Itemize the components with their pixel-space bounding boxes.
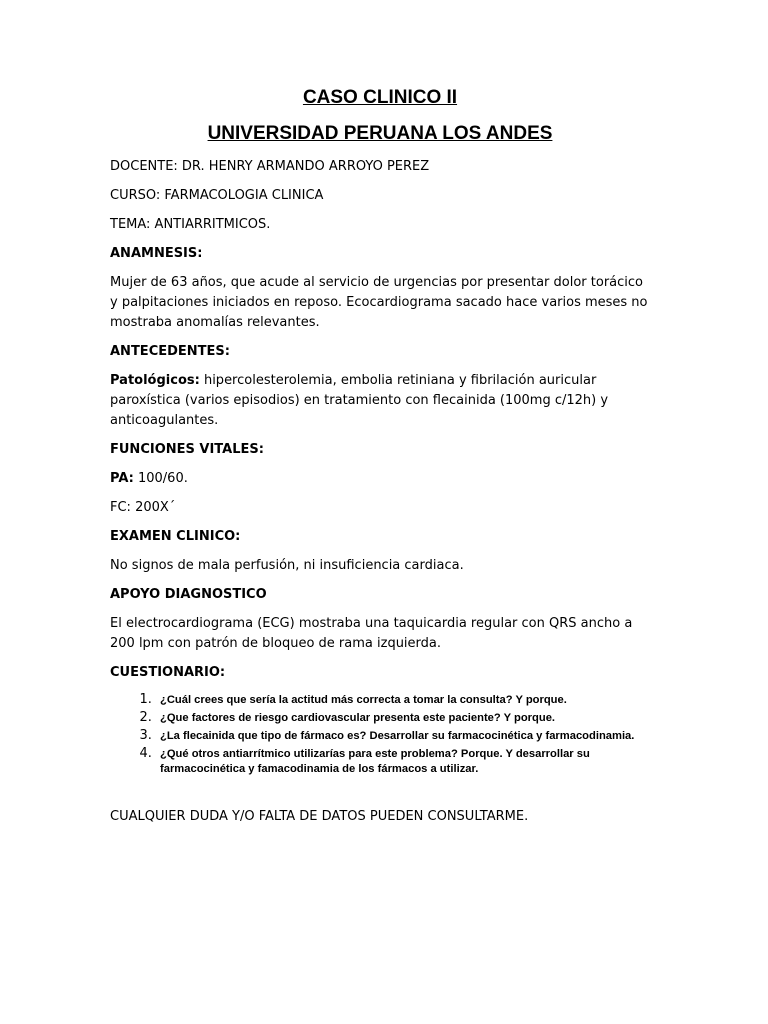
question-item: 4. ¿Qué otros antiarrítmico utilizarías para este problema? Porque. Y desarrollar su farmacocinética y famacodinamia de los fármacos a utilizar. — [156, 746, 650, 777]
question-item: 3. ¿La flecainida que tipo de fármaco es? Desarrollar su farmacocinética y farmacodinamia. — [156, 728, 650, 744]
document-title: CASO CLINICO II — [302, 87, 458, 108]
apoyo-text: El electrocardiograma (ECG) mostraba una taquicardia regular con QRS ancho a 200 lpm con patrón de bloqueo de rama izquierda. — [110, 616, 633, 651]
cuestionario-heading: CUESTIONARIO: — [110, 665, 226, 680]
footer-note: CUALQUIER DUDA Y/O FALTA DE DATOS PUEDEN CONSULTARME. — [110, 809, 529, 824]
question-item: 2. ¿Que factores de riesgo cardiovascular presenta este paciente? Y porque. — [156, 710, 650, 726]
curso-line: CURSO: FARMACOLOGIA CLINICA — [110, 188, 324, 203]
fc-line: FC: 200X´ — [110, 500, 176, 515]
question-item: 1. ¿Cuál crees que sería la actitud más correcta a tomar la consulta? Y porque. — [156, 692, 650, 708]
university-name: UNIVERSIDAD PERUANA LOS ANDES — [207, 123, 553, 144]
pa-label: PA: — [110, 471, 134, 486]
document-page — [110, 86, 650, 836]
tema-line: TEMA: ANTIARRITMICOS. — [110, 217, 271, 232]
question-list — [110, 692, 650, 777]
pa-value: 100/60. — [133, 471, 188, 486]
examen-heading: EXAMEN CLINICO: — [110, 529, 241, 544]
pa-line — [110, 469, 650, 489]
patologicos-text: hipercolesterolemia, embolia retiniana y fibrilación auricular paroxística (varios episodios) en tratamiento con flecainida (100mg c/12h) y anticoagulantes. — [110, 373, 609, 428]
anamnesis-heading: ANAMNESIS: — [110, 246, 203, 261]
apoyo-heading: APOYO DIAGNOSTICO — [110, 587, 267, 602]
docente-line: DOCENTE: DR. HENRY ARMANDO ARROYO PEREZ — [110, 159, 430, 174]
patologicos-label: Patológicos: — [110, 373, 200, 388]
antecedentes-paragraph — [110, 371, 650, 431]
antecedentes-heading: ANTECEDENTES: — [110, 344, 230, 359]
anamnesis-text: Mujer de 63 años, que acude al servicio de urgencias por presentar dolor torácico y palpitaciones iniciados en reposo. Ecocardiograma sacado hace varios meses no mostraba anomalías relevantes. — [110, 275, 648, 330]
examen-text: No signos de mala perfusión, ni insuficiencia cardiaca. — [110, 558, 464, 573]
funciones-vitales-heading: FUNCIONES VITALES: — [110, 442, 264, 457]
